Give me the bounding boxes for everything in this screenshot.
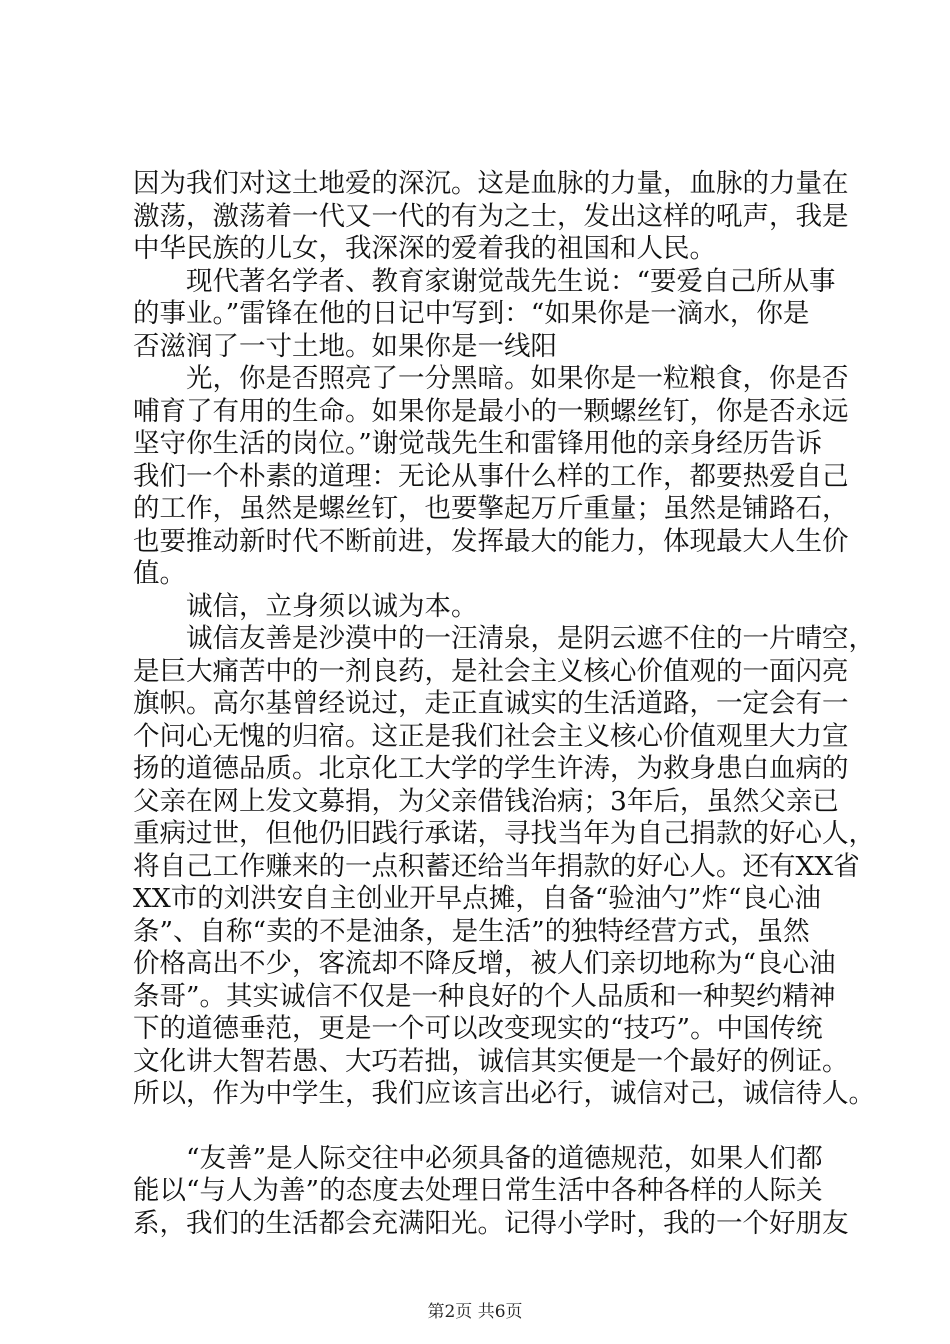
text-line: 是巨大痛苦中的一剂良药，是社会主义核心价值观的一面闪亮 [133, 655, 849, 687]
paragraph-5 [133, 623, 875, 1111]
text-line: 条”、自称“卖的不是油条，是生活”的独特经营方式，虽然 [133, 915, 810, 947]
page-number-footer: 第2页 共6页 [427, 1302, 523, 1322]
text-line: 现代著名学者、教育家谢觉哉先生说：“要爱自己所从事 [133, 265, 836, 297]
text-line: 中华民族的儿女，我深深的爱着我的祖国和人民。 [133, 233, 716, 264]
paragraph-3 [133, 363, 849, 591]
text-line: 能以“与人为善”的态度去处理日常生活中各种各样的人际关 [133, 1175, 823, 1206]
text-line: 诚信友善是沙漠中的一汪清泉，是阴云遮不住的一片晴空， [133, 623, 875, 654]
text-line: 因为我们对这土地爱的深沉。这是血脉的力量，血脉的力量在 [133, 168, 849, 199]
text-line: 也要推动新时代不断前进，发挥最大的能力，体现最大人生价 [133, 525, 849, 557]
text-line: 价格高出不少，客流却不降反增，被人们亲切地称为“良心油 [133, 948, 836, 979]
text-line: “友善”是人际交往中必须具备的道德规范，如果人们都 [133, 1142, 823, 1174]
text-line: 系，我们的生活都会充满阳光。记得小学时，我的一个好朋友 [133, 1207, 849, 1239]
text-line: 光，你是否照亮了一分黑暗。如果你是一粒粮食，你是否 [133, 363, 849, 394]
text-line: 的事业。”雷锋在他的日记中写到：“如果你是一滴水，你是 [133, 298, 810, 329]
text-line: 诚信，立身须以诚为本。 [133, 590, 478, 622]
text-line: 否滋润了一寸土地。如果你是一线阳 [133, 330, 557, 362]
paragraph-spacer [133, 1111, 833, 1143]
paragraph-2 [133, 265, 836, 364]
text-line: 将自己工作赚来的一点积蓄还给当年捐款的好心人。还有XX省 [133, 850, 860, 882]
text-line: 父亲在网上发文募捐，为父亲借钱治病；3年后，虽然父亲已 [133, 785, 839, 817]
text-line: 值。 [133, 558, 186, 589]
text-line: 的工作，虽然是螺丝钉，也要擎起万斤重量；虽然是铺路石， [133, 493, 849, 524]
paragraph-1 [133, 168, 849, 266]
text-line: 扬的道德品质。北京化工大学的学生许涛，为救身患白血病的 [133, 753, 849, 784]
text-line: XX市的刘洪安自主创业开早点摊，自备“验油勺”炸“良心油 [133, 883, 821, 914]
text-line: 我们一个朴素的道理：无论从事什么样的工作，都要热爱自己 [133, 460, 849, 492]
text-line: 所以，作为中学生，我们应该言出必行，诚信对己，诚信待人。 [133, 1078, 875, 1109]
text-line: 个问心无愧的归宿。这正是我们社会主义核心价值观里大力宣 [133, 720, 849, 752]
paragraph-6 [133, 1142, 849, 1241]
document-body [133, 168, 875, 1240]
text-line: 激荡，激荡着一代又一代的有为之士，发出这样的吼声，我是 [133, 200, 849, 232]
text-line: 重病过世，但他仍旧践行承诺，寻找当年为自己捐款的好心人， [133, 818, 875, 849]
text-line: 文化讲大智若愚、大巧若拙，诚信其实便是一个最好的例证。 [133, 1045, 849, 1077]
text-line: 下的道德垂范，更是一个可以改变现实的“技巧”。中国传统 [133, 1013, 823, 1044]
text-line: 哺育了有用的生命。如果你是最小的一颗螺丝钉，你是否永远 [133, 395, 849, 427]
text-line: 条哥”。其实诚信不仅是一种良好的个人品质和一种契约精神 [133, 980, 836, 1012]
text-line: 旗帜。高尔基曾经说过，走正直诚实的生活道路，一定会有一 [133, 688, 849, 719]
text-line: 坚守你生活的岗位。”谢觉哉先生和雷锋用他的亲身经历告诉 [133, 428, 823, 459]
paragraph-4 [133, 591, 833, 624]
